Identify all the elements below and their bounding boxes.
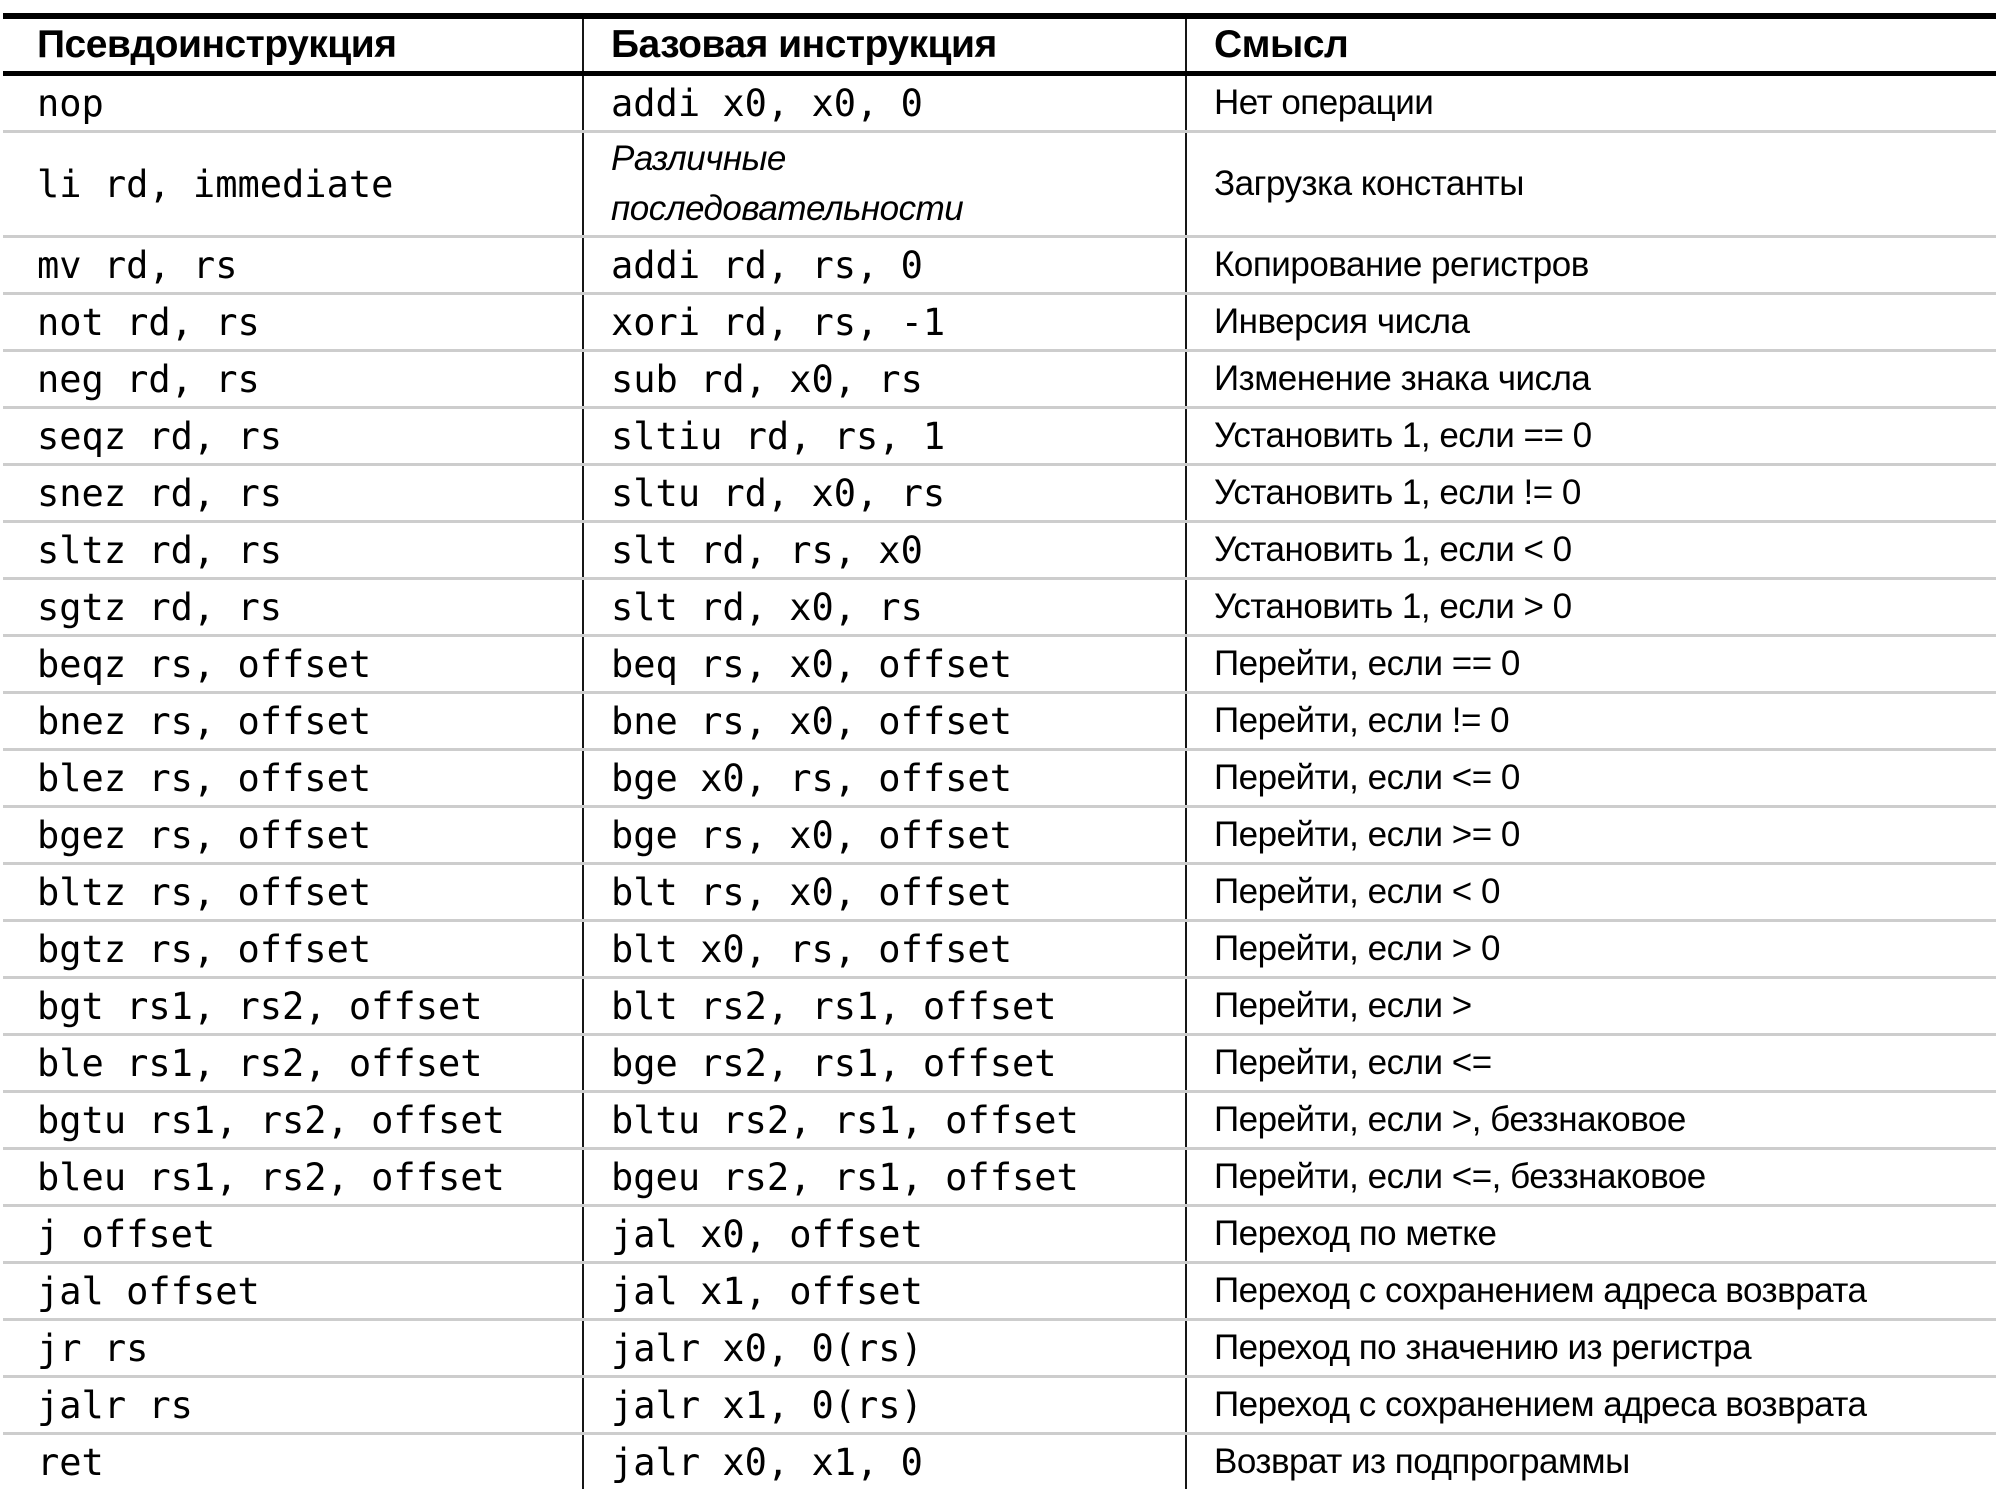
table-row xyxy=(3,807,1996,864)
base-cell: blt x0, rs, offset xyxy=(583,921,1186,978)
meaning-cell: Установить 1, если == 0 xyxy=(1186,408,1996,465)
pseudo-cell: bltz rs, offset xyxy=(3,864,583,921)
pseudo-cell: nop xyxy=(3,74,583,132)
base-cell: bge x0, rs, offset xyxy=(583,750,1186,807)
meaning-cell: Инверсия числа xyxy=(1186,294,1996,351)
base-note-line: последовательности xyxy=(611,184,1184,234)
table-row xyxy=(3,74,1996,132)
meaning-cell: Переход по значению из регистра xyxy=(1186,1320,1996,1377)
meaning-cell: Перейти, если > xyxy=(1186,978,1996,1035)
meaning-cell: Перейти, если == 0 xyxy=(1186,636,1996,693)
meaning-cell: Перейти, если < 0 xyxy=(1186,864,1996,921)
base-cell: sub rd, x0, rs xyxy=(583,351,1186,408)
meaning-cell: Нет операции xyxy=(1186,74,1996,132)
meaning-cell: Перейти, если > 0 xyxy=(1186,921,1996,978)
pseudo-cell: bleu rs1, rs2, offset xyxy=(3,1149,583,1206)
table-row xyxy=(3,1149,1996,1206)
table-row xyxy=(3,864,1996,921)
base-cell: bltu rs2, rs1, offset xyxy=(583,1092,1186,1149)
meaning-cell: Установить 1, если > 0 xyxy=(1186,579,1996,636)
meaning-cell: Установить 1, если != 0 xyxy=(1186,465,1996,522)
base-cell: sltiu rd, rs, 1 xyxy=(583,408,1186,465)
base-cell: jalr x0, 0(rs) xyxy=(583,1320,1186,1377)
pseudo-cell: seqz rd, rs xyxy=(3,408,583,465)
table-row xyxy=(3,1377,1996,1434)
pseudo-cell: sgtz rd, rs xyxy=(3,579,583,636)
base-cell xyxy=(583,132,1186,237)
pseudo-cell: not rd, rs xyxy=(3,294,583,351)
meaning-cell: Перейти, если >= 0 xyxy=(1186,807,1996,864)
table-row xyxy=(3,408,1996,465)
base-cell: addi rd, rs, 0 xyxy=(583,237,1186,294)
pseudo-cell: ble rs1, rs2, offset xyxy=(3,1035,583,1092)
meaning-cell: Установить 1, если < 0 xyxy=(1186,522,1996,579)
table-row xyxy=(3,351,1996,408)
pseudo-cell: ret xyxy=(3,1434,583,1489)
pseudo-cell: mv rd, rs xyxy=(3,237,583,294)
table-row xyxy=(3,978,1996,1035)
table-row xyxy=(3,522,1996,579)
pseudo-cell: bnez rs, offset xyxy=(3,693,583,750)
table-row xyxy=(3,1206,1996,1263)
base-cell: jal x0, offset xyxy=(583,1206,1186,1263)
base-cell: jalr x1, 0(rs) xyxy=(583,1377,1186,1434)
base-cell: bge rs2, rs1, offset xyxy=(583,1035,1186,1092)
col-header-meaning: Смысл xyxy=(1186,16,1996,74)
base-cell: bge rs, x0, offset xyxy=(583,807,1186,864)
base-cell: jal x1, offset xyxy=(583,1263,1186,1320)
pseudo-cell: beqz rs, offset xyxy=(3,636,583,693)
table-row xyxy=(3,579,1996,636)
pseudo-cell: neg rd, rs xyxy=(3,351,583,408)
table-row xyxy=(3,465,1996,522)
pseudo-cell: jalr rs xyxy=(3,1377,583,1434)
table-row xyxy=(3,921,1996,978)
base-cell: blt rs2, rs1, offset xyxy=(583,978,1186,1035)
base-cell: bne rs, x0, offset xyxy=(583,693,1186,750)
pseudo-cell: j offset xyxy=(3,1206,583,1263)
base-cell: slt rd, x0, rs xyxy=(583,579,1186,636)
table-row xyxy=(3,294,1996,351)
base-cell: xori rd, rs, -1 xyxy=(583,294,1186,351)
base-cell: blt rs, x0, offset xyxy=(583,864,1186,921)
meaning-cell: Перейти, если <= xyxy=(1186,1035,1996,1092)
pseudo-cell: bgez rs, offset xyxy=(3,807,583,864)
pseudoinstruction-table xyxy=(3,13,1996,1489)
col-header-pseudoinstruction: Псевдоинструкция xyxy=(3,16,583,74)
meaning-cell: Перейти, если != 0 xyxy=(1186,693,1996,750)
meaning-cell: Переход с сохранением адреса возврата xyxy=(1186,1263,1996,1320)
base-cell: bgeu rs2, rs1, offset xyxy=(583,1149,1186,1206)
pseudo-cell: li rd, immediate xyxy=(3,132,583,237)
meaning-cell: Перейти, если <= 0 xyxy=(1186,750,1996,807)
pseudo-cell: bgt rs1, rs2, offset xyxy=(3,978,583,1035)
table-row xyxy=(3,132,1996,237)
pseudo-cell: snez rd, rs xyxy=(3,465,583,522)
meaning-cell: Переход по метке xyxy=(1186,1206,1996,1263)
pseudo-cell: bgtz rs, offset xyxy=(3,921,583,978)
col-header-base-instruction: Базовая инструкция xyxy=(583,16,1186,74)
meaning-cell: Загрузка константы xyxy=(1186,132,1996,237)
table-row xyxy=(3,1263,1996,1320)
base-cell: slt rd, rs, x0 xyxy=(583,522,1186,579)
pseudoinstruction-table-page xyxy=(0,13,2004,1397)
meaning-cell: Перейти, если >, беззнаковое xyxy=(1186,1092,1996,1149)
meaning-cell: Копирование регистров xyxy=(1186,237,1996,294)
meaning-cell: Возврат из подпрограммы xyxy=(1186,1434,1996,1489)
meaning-cell: Переход с сохранением адреса возврата xyxy=(1186,1377,1996,1434)
table-row xyxy=(3,636,1996,693)
base-cell: addi x0, x0, 0 xyxy=(583,74,1186,132)
table-row xyxy=(3,693,1996,750)
meaning-cell: Перейти, если <=, беззнаковое xyxy=(1186,1149,1996,1206)
meaning-cell: Изменение знака числа xyxy=(1186,351,1996,408)
base-cell: beq rs, x0, offset xyxy=(583,636,1186,693)
header-row xyxy=(3,16,1996,74)
pseudo-cell: blez rs, offset xyxy=(3,750,583,807)
pseudo-cell: bgtu rs1, rs2, offset xyxy=(3,1092,583,1149)
table-row xyxy=(3,1434,1996,1489)
pseudo-cell: sltz rd, rs xyxy=(3,522,583,579)
table-row xyxy=(3,1320,1996,1377)
base-cell: sltu rd, x0, rs xyxy=(583,465,1186,522)
pseudo-cell: jr rs xyxy=(3,1320,583,1377)
table-row xyxy=(3,1035,1996,1092)
table-row xyxy=(3,237,1996,294)
table-row xyxy=(3,750,1996,807)
base-note-line: Различные xyxy=(611,134,1184,184)
base-cell: jalr x0, x1, 0 xyxy=(583,1434,1186,1489)
pseudo-cell: jal offset xyxy=(3,1263,583,1320)
table-row xyxy=(3,1092,1996,1149)
